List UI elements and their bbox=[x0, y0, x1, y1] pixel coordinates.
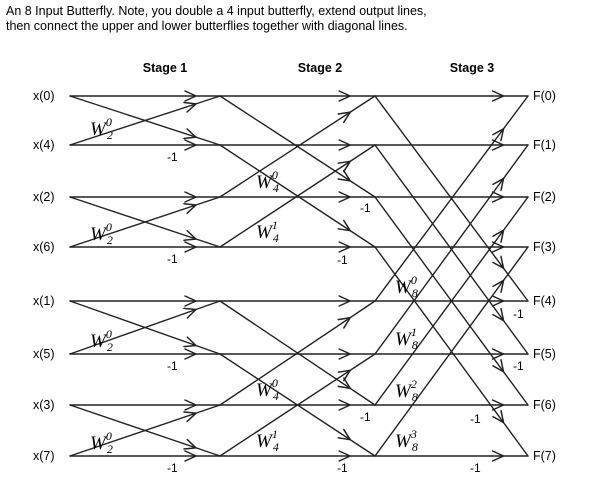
stage1-straight-line-0 bbox=[70, 91, 220, 101]
negation-label-10: -1 bbox=[470, 412, 481, 426]
negation-label-9: -1 bbox=[513, 359, 524, 373]
output-label-2: F(2) bbox=[533, 190, 556, 204]
twiddle-w8-3: $W_83$ bbox=[395, 427, 418, 454]
negation-label-5: -1 bbox=[337, 253, 348, 267]
stage3-straight-line-1 bbox=[375, 140, 528, 150]
arrowhead bbox=[338, 112, 350, 122]
stage2-straight-line-0 bbox=[220, 91, 375, 101]
stage3-straight-line-0 bbox=[375, 91, 528, 101]
stage3-straight-line-2 bbox=[375, 192, 528, 202]
negation-label-11: -1 bbox=[470, 461, 481, 475]
input-label-6: x(3) bbox=[33, 398, 55, 412]
stage1-straight-line-2 bbox=[70, 192, 220, 202]
arrowhead bbox=[338, 318, 350, 328]
twiddle-w8-0: $W_80$ bbox=[395, 273, 418, 300]
input-label-3: x(6) bbox=[33, 240, 55, 254]
negation-label-1: -1 bbox=[167, 252, 178, 266]
stage2-straight-line-1 bbox=[220, 140, 375, 150]
diagram-labels bbox=[33, 61, 556, 475]
twiddle-w2-0: $W_20$ bbox=[90, 115, 113, 142]
stage2-straight-line-2 bbox=[220, 192, 375, 202]
caption-line-2: then connect the upper and lower butterflies together with diagonal lines. bbox=[6, 19, 408, 33]
twiddle-w8-1: $W_81$ bbox=[395, 325, 418, 352]
twiddle-w8-2: $W_82$ bbox=[395, 377, 418, 404]
negation-label-6: -1 bbox=[360, 410, 371, 424]
negation-label-8: -1 bbox=[513, 307, 524, 321]
input-label-1: x(4) bbox=[33, 138, 55, 152]
twiddle-w4-1: $W_41$ bbox=[256, 218, 279, 245]
stage2-straight-line-7 bbox=[220, 451, 375, 461]
twiddle-w4-3: $W_41$ bbox=[256, 427, 279, 454]
arrowhead bbox=[338, 161, 350, 171]
output-label-6: F(6) bbox=[533, 398, 556, 412]
stage-header-2: Stage 2 bbox=[297, 61, 343, 75]
signal-lines bbox=[70, 91, 528, 461]
twiddle-w2-3: $W_20$ bbox=[90, 429, 113, 456]
twiddle-w4-2: $W_40$ bbox=[256, 376, 279, 403]
input-label-7: x(7) bbox=[33, 449, 55, 463]
output-label-3: F(3) bbox=[533, 240, 556, 254]
input-label-2: x(2) bbox=[33, 190, 55, 204]
arrowhead bbox=[338, 171, 350, 181]
input-label-0: x(0) bbox=[33, 89, 55, 103]
negation-label-4: -1 bbox=[360, 201, 371, 215]
stage2-straight-line-5 bbox=[220, 349, 375, 359]
output-label-4: F(4) bbox=[533, 294, 556, 308]
stage1-straight-line-1 bbox=[70, 140, 220, 150]
negation-label-0: -1 bbox=[167, 150, 178, 164]
stage1-straight-line-4 bbox=[70, 296, 220, 306]
twiddle-w2-1: $W_20$ bbox=[90, 220, 113, 247]
negation-label-7: -1 bbox=[337, 461, 348, 475]
stage3-straight-line-7 bbox=[375, 451, 528, 461]
input-label-4: x(1) bbox=[33, 294, 55, 308]
output-label-7: F(7) bbox=[533, 449, 556, 463]
negation-label-2: -1 bbox=[167, 359, 178, 373]
stage-header-1: Stage 1 bbox=[142, 61, 188, 75]
output-label-5: F(5) bbox=[533, 347, 556, 361]
input-label-5: x(5) bbox=[33, 347, 55, 361]
negation-label-3: -1 bbox=[167, 461, 178, 475]
arrowhead bbox=[338, 370, 350, 380]
stage2-straight-line-4 bbox=[220, 296, 375, 306]
stage2-straight-line-3 bbox=[220, 242, 375, 252]
stage-header-3: Stage 3 bbox=[449, 61, 495, 75]
output-label-1: F(1) bbox=[533, 138, 556, 152]
twiddle-w4-0: $W_40$ bbox=[256, 168, 279, 195]
arrowhead bbox=[338, 429, 350, 439]
caption-line-1: An 8 Input Butterfly. Note, you double a 4 input butterfly, extend output lines, bbox=[6, 4, 427, 18]
arrowhead bbox=[338, 220, 350, 230]
stage1-straight-line-6 bbox=[70, 400, 220, 410]
output-label-0: F(0) bbox=[533, 89, 556, 103]
twiddle-w2-2: $W_20$ bbox=[90, 327, 113, 354]
